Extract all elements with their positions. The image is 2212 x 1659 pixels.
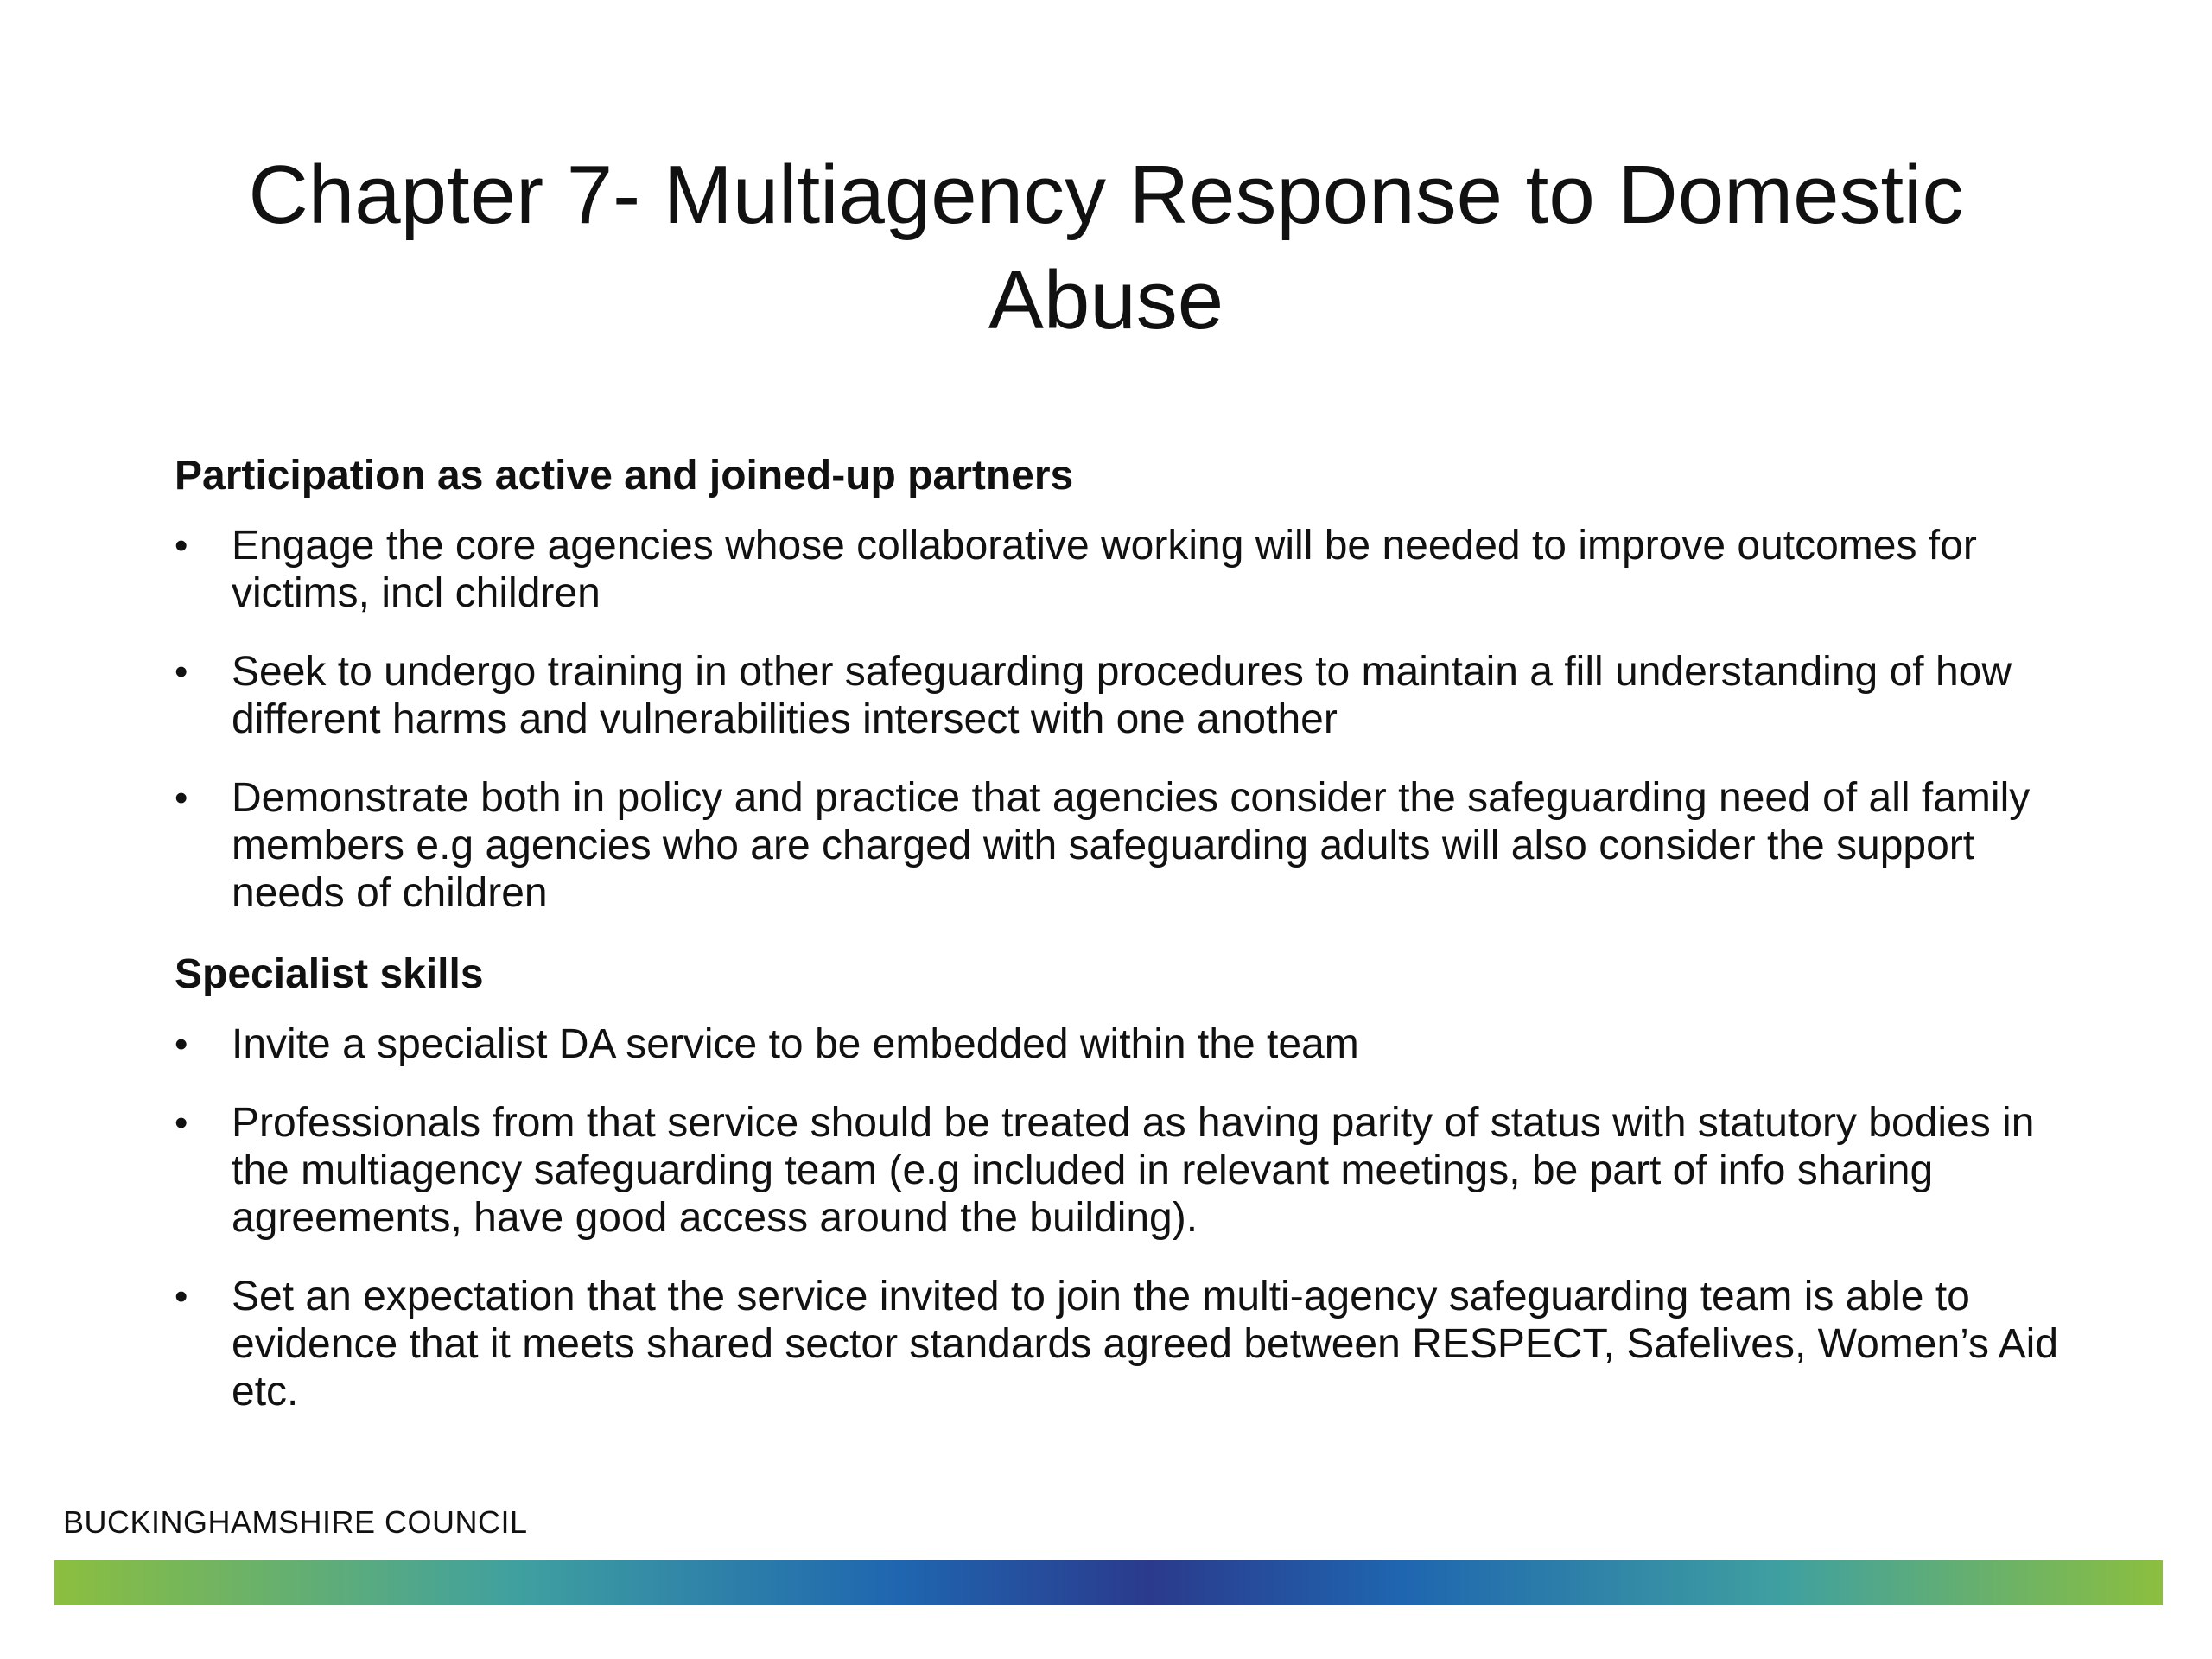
- list-item: • Professionals from that service should be treated as having parity of status with statutory bodies in the multiagency safeguarding team (e.g included in relevant meetings, be part of info sharing agreements, have good access around the building).: [175, 1099, 2093, 1242]
- bullet-list-participation: [175, 522, 2093, 917]
- list-item: • Seek to undergo training in other safeguarding procedures to maintain a fill understanding of how different harms and vulnerabilities intersect with one another: [175, 648, 2093, 743]
- list-item: • Invite a specialist DA service to be embedded within the team: [175, 1020, 2093, 1068]
- section-heading-participation: Participation as active and joined-up partners: [175, 453, 1074, 499]
- list-item: • Demonstrate both in policy and practice that agencies consider the safeguarding need of all family members e.g agencies who are charged with safeguarding adults will also consider the support needs of children: [175, 774, 2093, 917]
- brand-gradient-band: [54, 1560, 2163, 1605]
- list-item: • Set an expectation that the service invited to join the multi-agency safeguarding team is able to evidence that it meets shared sector standards agreed between RESPECT, Safelives, Women’s Aid etc.: [175, 1273, 2093, 1415]
- slide-title: Chapter 7- Multiagency Response to Domestic Abuse: [248, 149, 1964, 346]
- section-heading-specialist-skills: Specialist skills: [175, 951, 484, 997]
- slide-content: [175, 449, 2093, 1446]
- organization-label: BUCKINGHAMSHIRE COUNCIL: [63, 1504, 528, 1540]
- list-item: • Engage the core agencies whose collaborative working will be needed to improve outcomes for victims, incl children: [175, 522, 2093, 617]
- bullet-list-specialist-skills: [175, 1020, 2093, 1415]
